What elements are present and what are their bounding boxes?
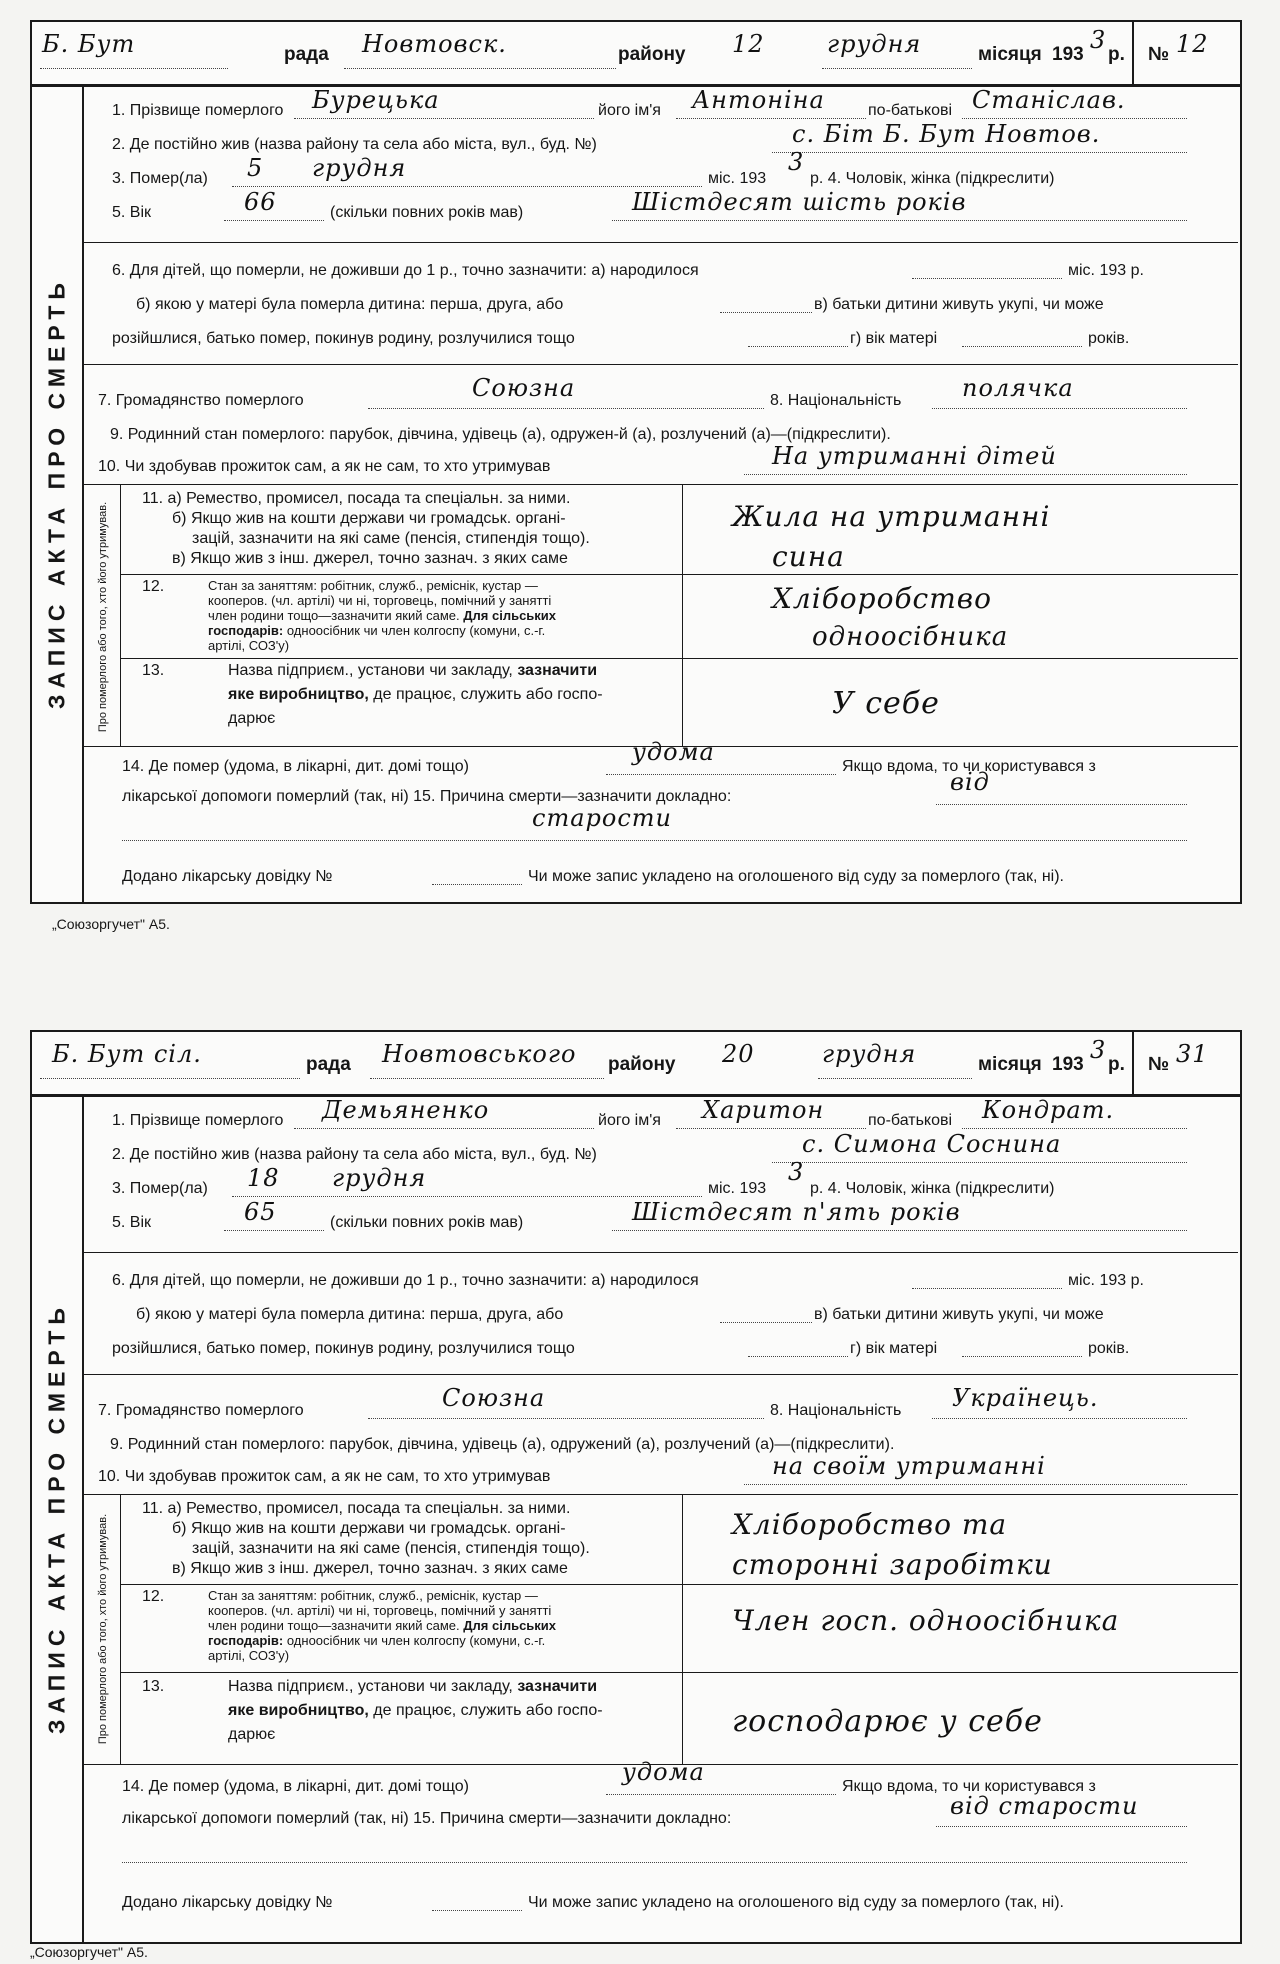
form-header <box>32 22 1134 87</box>
rotated-note: Про померлого або того, хто його утримував. <box>97 501 109 733</box>
rada-label: рада <box>306 1054 351 1075</box>
medical-help-label: Якщо вдома, то чи користувався з <box>842 1778 1096 1795</box>
cause-handwritten-1: від <box>950 768 990 796</box>
died-mis-label: міс. 193 <box>708 170 767 187</box>
occupation-handwritten-1: Хліборобство та <box>732 1508 1008 1541</box>
nationality-label: 8. Національність <box>770 392 902 409</box>
parents-label: в) батьки дитини живуть укупі, чи може <box>814 1306 1104 1323</box>
medical-help-label: Якщо вдома, то чи користувався з <box>842 758 1096 775</box>
status-handwritten-1: Член госп. одноосібника <box>732 1604 1120 1637</box>
status-line-3: член родини тощо—зазначити який саме. Для сільських <box>208 1618 557 1633</box>
child-order-label: б) якою у матері була померла дитина: перша, друга, або <box>136 1306 564 1323</box>
nationality-handwritten: полячка <box>962 374 1074 402</box>
side-title: ЗАПИС АКТА ПРО СМЕРТЬ <box>43 277 70 709</box>
residence-label: 2. Де постійно жив (назва району та села або міста, вул., буд. №) <box>112 136 597 153</box>
mother-age-years: років. <box>1088 1340 1130 1357</box>
name-handwritten: Антоніна <box>692 86 825 114</box>
misyatsya-label: місяця <box>978 1054 1042 1075</box>
death-place-handwritten: удома <box>622 1758 705 1786</box>
child-born-label: 6. Для дітей, що померли, не доживши до 1 р., точно зазначити: а) народилося <box>112 1272 699 1289</box>
cause-label: лікарської допомоги померлий (так, ні) 15. Причина смерти—зазначити докладно: <box>122 1810 732 1827</box>
rayonu-label: району <box>618 44 686 65</box>
livelihood-handwritten: На утриманні дітей <box>772 442 1057 470</box>
status-number: 12. <box>142 1588 165 1605</box>
sex-label: р. 4. Чоловік, жінка (підкреслити) <box>810 1180 1055 1197</box>
death-place-handwritten: удома <box>632 738 715 766</box>
died-year-digit: 3 <box>788 1158 805 1186</box>
year-prefix: 193 <box>1052 44 1084 65</box>
death-record-form-1 <box>30 20 1242 904</box>
year-suffix: р. <box>1108 1054 1125 1075</box>
day-handwritten: 20 <box>722 1040 755 1068</box>
death-place-label: 14. Де помер (удома, в лікарні, дит. домі тощо) <box>122 1778 469 1795</box>
status-handwritten-1: Хліборобство <box>772 582 992 615</box>
occupation-c: в) Якщо жив з інш. джерел, точно зазнач. з яких саме <box>172 1560 568 1577</box>
month-handwritten: грудня <box>827 30 922 58</box>
workplace-handwritten: господарює у себе <box>732 1704 1043 1739</box>
status-number: 12. <box>142 578 165 595</box>
court-record-label: Чи може запис укладено на оголошеного від суду за померлого (так, ні). <box>528 1894 1064 1911</box>
year-prefix: 193 <box>1052 1054 1084 1075</box>
record-number-handwritten: 31 <box>1176 1040 1209 1068</box>
name-handwritten: Харитон <box>702 1096 825 1124</box>
parents-label-2: розійшлися, батько помер, покинув родину, розлучилися тощо <box>112 330 575 347</box>
status-line-5: артілі, СОЗ'у) <box>208 1648 290 1663</box>
court-record-label: Чи може запис укладено на оголошеного від суду за померлого (так, ні). <box>528 868 1064 885</box>
residence-handwritten: с. Біт Б. Бут Новтов. <box>792 120 1101 148</box>
surname-handwritten: Бурецька <box>312 86 440 114</box>
age-handwritten: 65 <box>244 1198 277 1226</box>
parents-label: в) батьки дитини живуть укупі, чи може <box>814 296 1104 313</box>
status-line-4: господарів: одноосібник чи член колгоспу (комуни, с.-г. <box>208 1633 546 1648</box>
age-note: (скільки повних років мав) <box>330 1214 524 1231</box>
printer-footer-2: „Союзоргучет" А5. <box>30 1944 148 1960</box>
workplace-line-3: дарює <box>228 710 276 727</box>
workplace-number: 13. <box>142 662 165 679</box>
died-year-digit: 3 <box>788 148 805 176</box>
citizenship-label: 7. Громадянство померлого <box>98 392 304 409</box>
died-day-handwritten: 5 <box>247 154 264 182</box>
occupation-b1: б) Якщо жив на кошти держави чи громадськ. органі- <box>172 1520 566 1537</box>
livelihood-handwritten: на своїм утриманні <box>772 1452 1046 1480</box>
citizenship-handwritten: Союзна <box>442 1384 546 1412</box>
occupation-c: в) Якщо жив з інш. джерел, точно зазнач. з яких саме <box>172 550 568 567</box>
rotated-note: Про померлого або того, хто його утримував. <box>97 1513 109 1745</box>
year-digit-handwritten: 3 <box>1090 1036 1107 1064</box>
name-label: його ім'я <box>598 102 661 119</box>
status-line-4: господарів: одноосібник чи член колгоспу (комуни, с.-г. <box>208 623 546 638</box>
nationality-handwritten: Українець. <box>952 1384 1099 1412</box>
livelihood-label: 10. Чи здобував прожиток сам, а як не сам, то хто утримував <box>98 1468 551 1485</box>
workplace-line-3: дарює <box>228 1726 276 1743</box>
residence-handwritten: с. Симона Соснина <box>802 1130 1062 1158</box>
record-number-box <box>1134 22 1240 87</box>
mother-age-years: років. <box>1088 330 1130 347</box>
cause-handwritten-2: старости <box>532 804 672 832</box>
number-label: № <box>1148 1054 1170 1075</box>
died-mis-label: міс. 193 <box>708 1180 767 1197</box>
child-born-month: міс. 193 р. <box>1068 1272 1144 1289</box>
workplace-line-1: Назва підприєм., установи чи закладу, зазначити <box>228 662 598 679</box>
died-month-handwritten: грудня <box>332 1164 427 1192</box>
patronymic-handwritten: Кондрат. <box>982 1096 1115 1124</box>
workplace-line-2: яке виробництво, де працює, служить або госпо- <box>228 686 603 703</box>
status-handwritten-2: одноосібника <box>812 622 1009 652</box>
citizenship-label: 7. Громадянство померлого <box>98 1402 304 1419</box>
workplace-number: 13. <box>142 1678 165 1695</box>
occupation-b2: зацій, зазначити на які саме (пенсія, стипендія тощо). <box>192 1540 590 1557</box>
marital-status-label: 9. Родинний стан померлого: парубок, дівчина, удівець (а), одружен-й (а), розлучений (а)—(підкреслити). <box>110 426 891 443</box>
month-handwritten: грудня <box>822 1040 917 1068</box>
patronymic-label: по-батькові <box>868 1112 953 1129</box>
surname-handwritten: Демьяненко <box>322 1096 490 1124</box>
name-label: його ім'я <box>598 1112 661 1129</box>
died-day-handwritten: 18 <box>247 1164 280 1192</box>
status-line-2: кооперов. (чл. артілі) чи ні, торговець, помічний у занятті <box>208 1603 552 1618</box>
district-handwritten: Новтовск. <box>362 30 507 58</box>
certificate-label: Додано лікарську довідку № <box>122 1894 333 1911</box>
occupation-b1: б) Якщо жив на кошти держави чи громадськ. органі- <box>172 510 566 527</box>
sex-label: р. 4. Чоловік, жінка (підкреслити) <box>810 170 1055 187</box>
number-label: № <box>1148 44 1170 65</box>
death-record-form-2 <box>30 1030 1242 1944</box>
death-place-label: 14. Де помер (удома, в лікарні, дит. домі тощо) <box>122 758 469 775</box>
citizenship-handwritten: Союзна <box>472 374 576 402</box>
printer-footer-1: „Союзоргучет" А5. <box>52 916 170 932</box>
surname-label: 1. Прізвище померлого <box>112 1112 284 1129</box>
record-number-box <box>1134 1032 1240 1097</box>
status-line-1: Стан за заняттям: робітник, служб., реміснік, кустар — <box>208 1588 538 1603</box>
misyatsya-label: місяця <box>978 44 1042 65</box>
status-line-3: член родини тощо—зазначити який саме. Для сільських <box>208 608 557 623</box>
patronymic-label: по-батькові <box>868 102 953 119</box>
year-digit-handwritten: 3 <box>1090 26 1107 54</box>
workplace-line-2: яке виробництво, де працює, служить або госпо- <box>228 1702 603 1719</box>
council-handwritten: Б. Бут <box>42 30 136 58</box>
livelihood-label: 10. Чи здобував прожиток сам, а як не сам, то хто утримував <box>98 458 551 475</box>
marital-status-label: 9. Родинний стан померлого: парубок, дівчина, удівець (а), одружений (а), розлучений (а)—(підкреслити). <box>110 1436 895 1453</box>
status-line-1: Стан за заняттям: робітник, служб., реміснік, кустар — <box>208 578 538 593</box>
form-header <box>32 1032 1134 1097</box>
council-handwritten: Б. Бут сіл. <box>52 1040 202 1068</box>
side-title-column <box>32 84 84 902</box>
occupation-handwritten-2: сторонні заробітки <box>732 1548 1053 1581</box>
occupation-a: 11. а) Ремество, промисел, посада та спеціальн. за ними. <box>142 1500 571 1517</box>
occupation-handwritten-1: Жила на утриманні <box>732 500 1051 533</box>
occupation-b2: зацій, зазначити на які саме (пенсія, стипендія тощо). <box>192 530 590 547</box>
side-title-column <box>32 1094 84 1942</box>
residence-label: 2. Де постійно жив (назва району та села або міста, вул., буд. №) <box>112 1146 597 1163</box>
cause-label: лікарської допомоги померлий (так, ні) 15. Причина смерти—зазначити докладно: <box>122 788 732 805</box>
rada-label: рада <box>284 44 329 65</box>
occupation-a: 11. а) Ремество, промисел, посада та спеціальн. за ними. <box>142 490 571 507</box>
status-line-5: артілі, СОЗ'у) <box>208 638 290 653</box>
nationality-label: 8. Національність <box>770 1402 902 1419</box>
age-label: 5. Вік <box>112 204 152 221</box>
occupation-handwritten-2: сина <box>772 540 845 573</box>
certificate-label: Додано лікарську довідку № <box>122 868 333 885</box>
age-label: 5. Вік <box>112 1214 152 1231</box>
child-born-month: міс. 193 р. <box>1068 262 1144 279</box>
mother-age-label: г) вік матері <box>850 330 938 347</box>
child-born-label: 6. Для дітей, що померли, не доживши до 1 р., точно зазначити: а) народилося <box>112 262 699 279</box>
age-handwritten: 66 <box>244 188 277 216</box>
mother-age-label: г) вік матері <box>850 1340 938 1357</box>
died-label: 3. Помер(ла) <box>112 1180 208 1197</box>
surname-label: 1. Прізвище померлого <box>112 102 284 119</box>
day-handwritten: 12 <box>732 30 765 58</box>
record-number-handwritten: 12 <box>1176 30 1209 58</box>
age-words-handwritten: Шістдесят шість років <box>632 188 967 216</box>
workplace-handwritten: У себе <box>832 686 940 721</box>
child-order-label: б) якою у матері була померла дитина: перша, друга, або <box>136 296 564 313</box>
age-note: (скільки повних років мав) <box>330 204 524 221</box>
age-words-handwritten: Шістдесят п'ять років <box>632 1198 961 1226</box>
status-line-2: кооперов. (чл. артілі) чи ні, торговець, помічний у занятті <box>208 593 552 608</box>
patronymic-handwritten: Станіслав. <box>972 86 1126 114</box>
died-month-handwritten: грудня <box>312 154 407 182</box>
district-handwritten: Новтовського <box>382 1040 577 1068</box>
side-title: ЗАПИС АКТА ПРО СМЕРТЬ <box>43 1302 70 1734</box>
rayonu-label: району <box>608 1054 676 1075</box>
workplace-line-1: Назва підприєм., установи чи закладу, зазначити <box>228 1678 598 1695</box>
year-suffix: р. <box>1108 44 1125 65</box>
cause-handwritten-1: від старости <box>950 1792 1139 1820</box>
parents-label-2: розійшлися, батько помер, покинув родину, розлучилися тощо <box>112 1340 575 1357</box>
died-label: 3. Помер(ла) <box>112 170 208 187</box>
